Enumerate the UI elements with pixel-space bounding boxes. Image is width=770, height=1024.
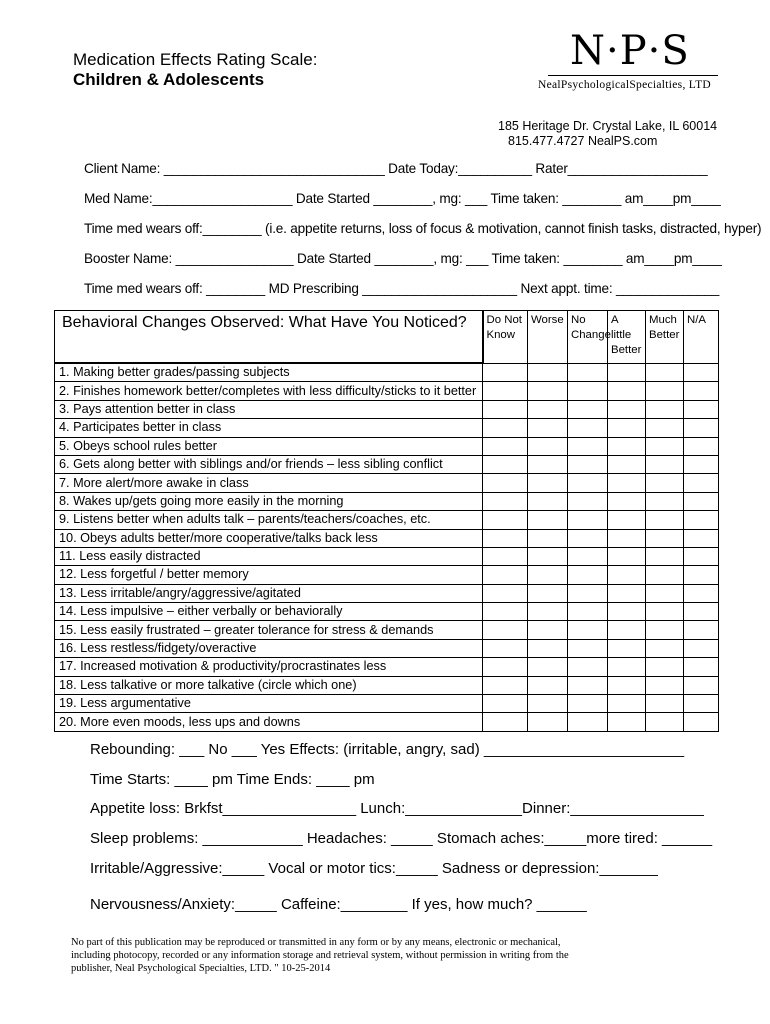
rating-cell[interactable] [684, 382, 719, 400]
rating-cell[interactable] [684, 529, 719, 547]
behavior-item: 16. Less restless/fidgety/overactive [55, 639, 483, 657]
table-row [55, 363, 719, 382]
rating-cell[interactable] [568, 676, 608, 694]
rating-cell[interactable] [684, 584, 719, 602]
table-question: Behavioral Changes Observed: What Have You Noticed? [55, 311, 483, 364]
rating-cell[interactable] [646, 363, 684, 382]
behavior-rating-table [54, 310, 718, 729]
table-header-row [55, 311, 719, 364]
rating-cell[interactable] [608, 695, 646, 713]
rating-cell[interactable] [608, 621, 646, 639]
booster-line[interactable]: Booster Name: ________________ Date Started ________, mg: ___ Time taken: ________ am____pm____ [84, 251, 722, 266]
table-row [55, 492, 719, 510]
rating-cell[interactable] [528, 695, 568, 713]
rating-cell[interactable] [528, 363, 568, 382]
rating-cell[interactable] [568, 695, 608, 713]
rating-cell[interactable] [483, 455, 528, 473]
rating-cell[interactable] [483, 695, 528, 713]
rating-cell[interactable] [528, 529, 568, 547]
rating-cell[interactable] [568, 529, 608, 547]
copyright-line-3: publisher, Neal Psychological Specialties, LTD. " 10-25-2014 [71, 963, 331, 974]
table-row [55, 382, 719, 400]
rating-column-label: Worse [531, 314, 564, 326]
rating-cell[interactable] [646, 566, 684, 584]
rating-column-label: Better [649, 329, 680, 341]
behavior-item: 14. Less impulsive – either verbally or behaviorally [55, 603, 483, 621]
rating-cell[interactable] [568, 584, 608, 602]
rating-cell[interactable] [684, 639, 719, 657]
rating-cell[interactable] [608, 492, 646, 510]
rating-cell[interactable] [483, 676, 528, 694]
rating-column-label: Better [611, 344, 642, 356]
table-row [55, 529, 719, 547]
rating-cell[interactable] [608, 603, 646, 621]
rating-cell[interactable] [528, 455, 568, 473]
rating-cell[interactable] [608, 400, 646, 418]
rating-column-header [528, 311, 568, 364]
rating-cell[interactable] [608, 437, 646, 455]
rating-cell[interactable] [646, 676, 684, 694]
rating-cell[interactable] [608, 474, 646, 492]
rating-cell[interactable] [684, 566, 719, 584]
rating-cell[interactable] [684, 363, 719, 382]
rating-cell[interactable] [528, 639, 568, 657]
rating-cell[interactable] [608, 566, 646, 584]
rating-cell[interactable] [646, 621, 684, 639]
behavior-item: 3. Pays attention better in class [55, 400, 483, 418]
rating-cell[interactable] [483, 363, 528, 382]
rating-cell[interactable] [684, 695, 719, 713]
table-row [55, 547, 719, 565]
table-row [55, 603, 719, 621]
behavior-item: 6. Gets along better with siblings and/or friends – less sibling conflict [55, 455, 483, 473]
rating-column-header [483, 311, 528, 364]
rating-cell[interactable] [608, 363, 646, 382]
rating-cell[interactable] [483, 492, 528, 510]
copyright-line-2: including photocopy, recorded or any information storage and retrieval system, without permission in writing from the [71, 950, 569, 961]
rating-cell[interactable] [684, 511, 719, 529]
rating-cell[interactable] [684, 474, 719, 492]
copyright-line-1: No part of this publication may be reproduced or transmitted in any form or by any means, electronic or mechanical, [71, 937, 561, 948]
rating-cell[interactable] [608, 639, 646, 657]
rating-cell[interactable] [684, 419, 719, 437]
table-row [55, 455, 719, 473]
behavior-item: 5. Obeys school rules better [55, 437, 483, 455]
rating-cell[interactable] [568, 474, 608, 492]
irritable-line[interactable]: Irritable/Aggressive:_____ Vocal or motor tics:_____ Sadness or depression:_______ [90, 860, 658, 877]
rating-cell[interactable] [608, 547, 646, 565]
medication-line[interactable]: Med Name:___________________ Date Started ________, mg: ___ Time taken: ________ am____pm____ [84, 191, 721, 206]
behavior-item: 12. Less forgetful / better memory [55, 566, 483, 584]
table-row [55, 658, 719, 676]
rating-cell[interactable] [483, 621, 528, 639]
rating-cell[interactable] [568, 621, 608, 639]
rating-cell[interactable] [483, 529, 528, 547]
form-subtitle: Children & Adolescents [73, 70, 265, 89]
rating-cell[interactable] [483, 437, 528, 455]
behavior-item: 13. Less irritable/angry/aggressive/agitated [55, 584, 483, 602]
rating-cell[interactable] [528, 419, 568, 437]
rating-cell[interactable] [483, 584, 528, 602]
rating-cell[interactable] [568, 437, 608, 455]
rating-cell[interactable] [483, 474, 528, 492]
rating-cell[interactable] [528, 713, 568, 731]
sleep-problems-line[interactable]: Sleep problems: ____________ Headaches: _____ Stomach aches:_____more tired: ______ [90, 830, 713, 847]
logo-company-name: NealPsychologicalSpecialties, LTD [538, 79, 711, 91]
rating-cell[interactable] [684, 621, 719, 639]
address: 185 Heritage Dr. Crystal Lake, IL 60014 [498, 119, 718, 133]
rating-cell[interactable] [568, 713, 608, 731]
behavior-item: 20. More even moods, less ups and downs [55, 713, 483, 731]
behavior-item: 10. Obeys adults better/more cooperative/talks back less [55, 529, 483, 547]
rating-cell[interactable] [608, 455, 646, 473]
behavior-item: 15. Less easily frustrated – greater tolerance for stress & demands [55, 621, 483, 639]
prescriber-line[interactable]: Time med wears off: ________ MD Prescribing _____________________ Next appt. time: ______________ [84, 281, 720, 296]
rating-column-label: Change [571, 329, 611, 341]
rating-cell[interactable] [528, 492, 568, 510]
rating-cell[interactable] [483, 713, 528, 731]
rating-cell[interactable] [528, 676, 568, 694]
nps-logo [538, 28, 728, 98]
rating-cell[interactable] [608, 658, 646, 676]
rating-column-header [684, 311, 719, 364]
rating-cell[interactable] [608, 529, 646, 547]
rating-cell[interactable] [684, 437, 719, 455]
rating-cell[interactable] [483, 400, 528, 418]
rating-cell[interactable] [528, 474, 568, 492]
rating-cell[interactable] [646, 400, 684, 418]
rating-cell[interactable] [528, 566, 568, 584]
rating-cell[interactable] [568, 382, 608, 400]
rating-cell[interactable] [608, 713, 646, 731]
behavior-item: 1. Making better grades/passing subjects [55, 363, 483, 382]
rating-cell[interactable] [483, 419, 528, 437]
contact-block [498, 119, 717, 149]
rating-cell[interactable] [528, 547, 568, 565]
rating-cell[interactable] [684, 492, 719, 510]
behavior-item: 11. Less easily distracted [55, 547, 483, 565]
rating-cell[interactable] [646, 584, 684, 602]
rating-cell[interactable] [568, 455, 608, 473]
form-title: Medication Effects Rating Scale: [73, 50, 318, 69]
table-row [55, 400, 719, 418]
phone-website: 815.477.4727 NealPS.com [508, 134, 658, 148]
rating-cell[interactable] [568, 658, 608, 676]
rating-cell[interactable] [646, 713, 684, 731]
rating-column-label: N/A [687, 314, 706, 326]
logo-rule [548, 75, 718, 76]
rating-cell[interactable] [684, 547, 719, 565]
table-row [55, 566, 719, 584]
rating-cell[interactable] [483, 603, 528, 621]
rating-cell[interactable] [568, 400, 608, 418]
rating-cell[interactable] [646, 695, 684, 713]
rating-column-header [568, 311, 611, 364]
table-row [55, 584, 719, 602]
rating-cell[interactable] [528, 603, 568, 621]
time-starts-line[interactable]: Time Starts: ____ pm Time Ends: ____ pm [90, 771, 375, 788]
rating-column-label: Much [649, 314, 677, 326]
nervousness-line[interactable]: Nervousness/Anxiety:_____ Caffeine:________ If yes, how much? ______ [90, 896, 587, 913]
rating-cell[interactable] [528, 511, 568, 529]
rating-cell[interactable] [608, 382, 646, 400]
table-row [55, 419, 719, 437]
rating-cell[interactable] [646, 547, 684, 565]
behavior-item: 18. Less talkative or more talkative (circle which one) [55, 676, 483, 694]
rating-cell[interactable] [568, 566, 608, 584]
copyright-notice [71, 936, 711, 975]
rating-cell[interactable] [568, 639, 608, 657]
rating-cell[interactable] [528, 584, 568, 602]
rating-column-label: Do Not [486, 314, 522, 326]
rating-cell[interactable] [528, 400, 568, 418]
rating-cell[interactable] [646, 603, 684, 621]
rating-cell[interactable] [646, 529, 684, 547]
rating-cell[interactable] [608, 676, 646, 694]
rating-column-label: A [611, 314, 619, 326]
rating-cell[interactable] [483, 639, 528, 657]
table-row [55, 695, 719, 713]
appetite-loss-line[interactable]: Appetite loss: Brkfst________________ Lunch:______________Dinner:________________ [90, 800, 704, 817]
behavior-item: 7. More alert/more awake in class [55, 474, 483, 492]
rating-cell[interactable] [646, 437, 684, 455]
rating-cell[interactable] [568, 419, 608, 437]
rating-cell[interactable] [684, 455, 719, 473]
rating-cell[interactable] [646, 474, 684, 492]
rating-column-header [608, 311, 646, 364]
table-row [55, 474, 719, 492]
rating-column-label: Know [486, 329, 515, 341]
table-row [55, 639, 719, 657]
rating-cell[interactable] [483, 547, 528, 565]
rating-cell[interactable] [684, 400, 719, 418]
rating-cell[interactable] [684, 658, 719, 676]
rating-cell[interactable] [608, 584, 646, 602]
rebounding-line[interactable]: Rebounding: ___ No ___ Yes Effects: (irritable, angry, sad) ________________________ [90, 741, 685, 758]
rating-cell[interactable] [646, 455, 684, 473]
rating-cell[interactable] [646, 511, 684, 529]
rating-cell[interactable] [646, 658, 684, 676]
behavior-item: 8. Wakes up/gets going more easily in the morning [55, 492, 483, 510]
rating-cell[interactable] [528, 658, 568, 676]
rating-cell[interactable] [568, 603, 608, 621]
rating-cell[interactable] [646, 492, 684, 510]
behavior-item: 19. Less argumentative [55, 695, 483, 713]
table-row [55, 713, 719, 731]
rating-cell[interactable] [684, 603, 719, 621]
rating-cell[interactable] [684, 676, 719, 694]
table-row [55, 676, 719, 694]
rating-column-label: little [611, 329, 632, 341]
rating-cell[interactable] [608, 419, 646, 437]
behavior-item: 9. Listens better when adults talk – parents/teachers/coaches, etc. [55, 511, 483, 529]
table-row [55, 437, 719, 455]
rating-cell[interactable] [528, 382, 568, 400]
rating-column-label: No [571, 314, 586, 326]
rating-cell[interactable] [646, 382, 684, 400]
rating-cell[interactable] [646, 639, 684, 657]
rating-column-header [646, 311, 684, 364]
rating-cell[interactable] [684, 713, 719, 731]
rating-cell[interactable] [568, 511, 608, 529]
behavior-item: 4. Participates better in class [55, 419, 483, 437]
rating-cell[interactable] [483, 511, 528, 529]
rating-cell[interactable] [568, 363, 608, 382]
rating-cell[interactable] [568, 547, 608, 565]
rating-cell[interactable] [646, 419, 684, 437]
rating-cell[interactable] [568, 492, 608, 510]
rating-cell[interactable] [483, 658, 528, 676]
wears-off-line[interactable]: Time med wears off:________ (i.e. appetite returns, loss of focus & motivation, cannot finish tasks, distracted, hyper) [84, 221, 762, 236]
behavior-item: 2. Finishes homework better/completes with less difficulty/sticks to it better [55, 382, 483, 400]
rating-cell[interactable] [483, 382, 528, 400]
table-row [55, 511, 719, 529]
rating-cell[interactable] [483, 566, 528, 584]
client-info-line[interactable]: Client Name: ______________________________ Date Today:__________ Rater___________________ [84, 161, 708, 176]
rating-cell[interactable] [528, 621, 568, 639]
behavior-item: 17. Increased motivation & productivity/procrastinates less [55, 658, 483, 676]
rating-cell[interactable] [528, 437, 568, 455]
logo-initials: N·P·S [570, 28, 690, 74]
rating-cell[interactable] [608, 511, 646, 529]
table-row [55, 621, 719, 639]
